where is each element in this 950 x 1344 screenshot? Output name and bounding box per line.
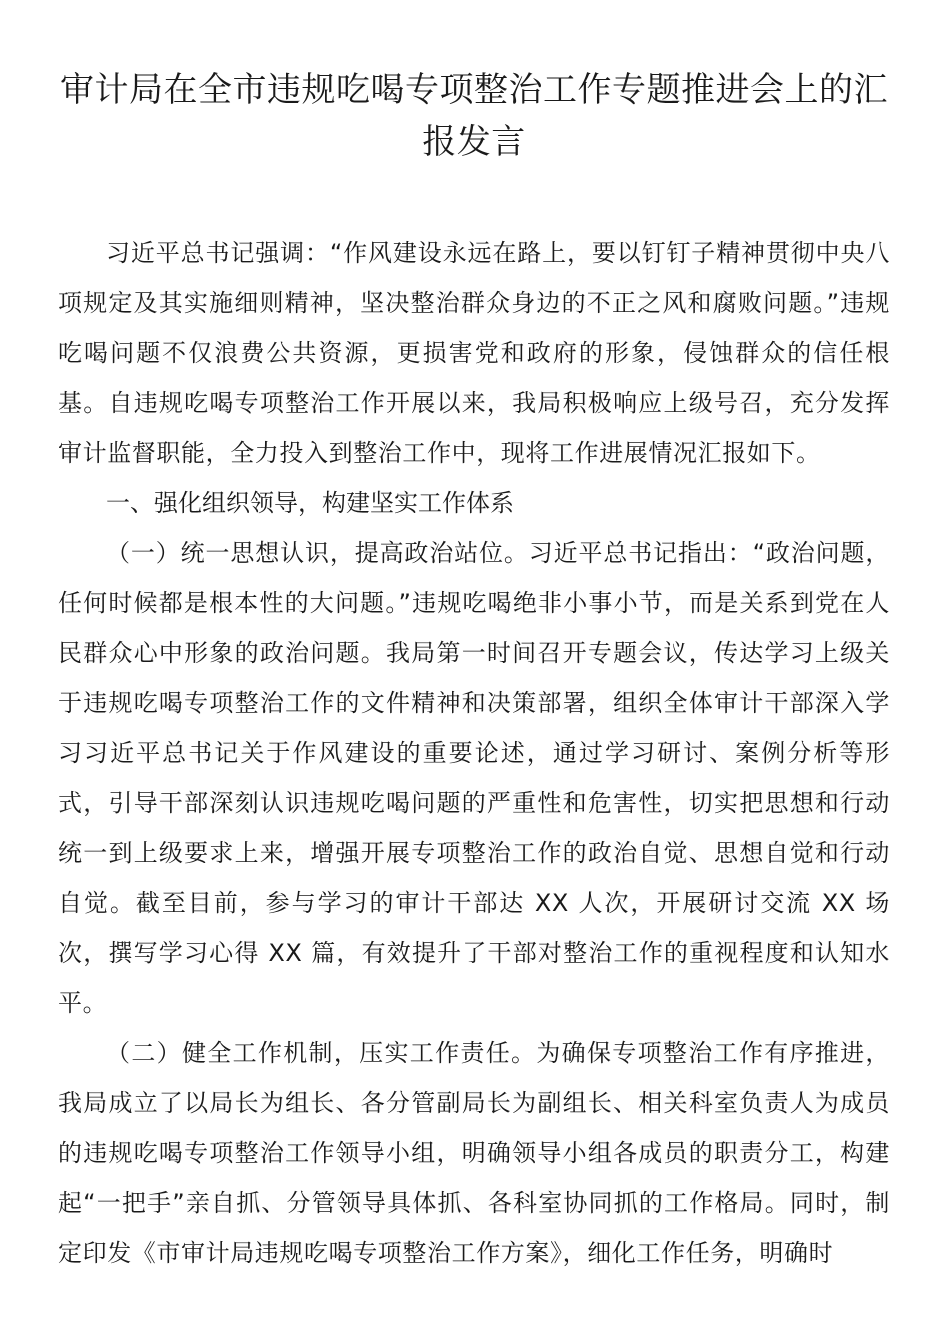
document-title: 审计局在全市违规吃喝专项整治工作专题推进会上的汇报发言 bbox=[60, 70, 888, 162]
paragraph-subsection-1: （一）统一思想认识，提高政治站位。习近平总书记指出：“政治问题，任何时候都是根本性的大问题。”违规吃喝绝非小事小节，而是关系到党在人民群众心中形象的政治问题。我局第一时间召开专题会议，传达学习上级关于违规吃喝专项整治工作的文件精神和决策部署，组织全体审计干部深入学习习近平总书记关于作风建设的重要论述，通过学习研讨、案例分析等形式，引导干部深刻认识违规吃喝问题的严重性和危害性，切实把思想和行动统一到上级要求上来，增强开展专项整治工作的政治自觉、思想自觉和行动自觉。截至目前，参与学习的审计干部达 XX 人次，开展研讨交流 XX 场次，撰写学习心得 XX 篇，有效提升了干部对整治工作的重视程度和认知水平。 bbox=[58, 539, 890, 1017]
paragraph-subsection-2: （二）健全工作机制，压实工作责任。为确保专项整治工作有序推进，我局成立了以局长为组长、各分管副局长为副组长、相关科室负责人为成员的违规吃喝专项整治工作领导小组，明确领导小组各成员的职责分工，构建起“一把手”亲自抓、分管领导具体抓、各科室协同抓的工作格局。同时，制定印发《市审计局违规吃喝专项整治工作方案》，细化工作任务，明确时 bbox=[58, 1039, 890, 1267]
paragraph-intro: 习近平总书记强调：“作风建设永远在路上，要以钉钉子精神贯彻中央八项规定及其实施细则精神，坚决整治群众身边的不正之风和腐败问题。”违规吃喝问题不仅浪费公共资源，更损害党和政府的形象，侵蚀群众的信任根基。自违规吃喝专项整治工作开展以来，我局积极响应上级号召，充分发挥审计监督职能，全力投入到整治工作中，现将工作进展情况汇报如下。 bbox=[58, 239, 890, 467]
document-body bbox=[58, 228, 890, 1278]
section-heading-1: 一、强化组织领导，构建坚实工作体系 bbox=[106, 489, 514, 517]
